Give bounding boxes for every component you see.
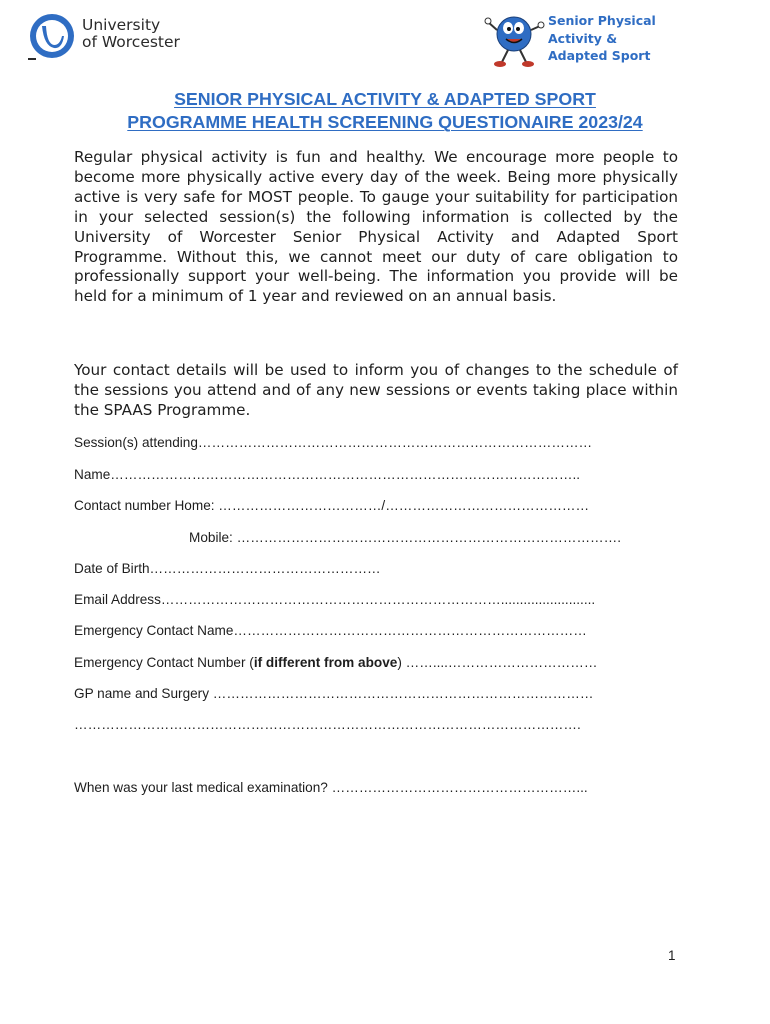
- emergency-contact-name-field[interactable]: Emergency Contact Name……………………………………………………………………: [74, 623, 587, 638]
- emergency-contact-number-field[interactable]: [74, 655, 597, 670]
- spaas-logo: [484, 8, 684, 70]
- email-field[interactable]: Email Address………………………………………………………………….........................: [74, 592, 596, 607]
- emergency-number-line: ) ……....……………………………: [397, 655, 598, 670]
- contact-paragraph: Your contact details will be used to inform you of changes to the schedule of the sessions you attend and of any new sessions or events taking place within the SPAAS Programme.: [74, 361, 678, 419]
- emergency-number-prefix: Emergency Contact Number (: [74, 655, 254, 670]
- gp-field[interactable]: GP name and Surgery …………………………………………………………………………: [74, 686, 594, 701]
- page-number: 1: [668, 948, 676, 963]
- gp-continuation-line[interactable]: ………………………………………………………………………………………………….: [74, 717, 581, 732]
- university-logo-text: [82, 17, 180, 51]
- ball-mascot-icon: [484, 8, 546, 70]
- name-field[interactable]: Name…………………………………………………………………………………………..: [74, 467, 581, 482]
- university-logo-line1: University: [82, 16, 161, 34]
- contact-mobile-field[interactable]: Mobile: ………………………………………………………………………….: [189, 530, 621, 545]
- document-title-line2: PROGRAMME HEALTH SCREENING QUESTIONAIRE 2023/24: [127, 112, 643, 132]
- sessions-field[interactable]: Session(s) attending……………………………………………………………………………: [74, 435, 593, 450]
- university-logo: [28, 12, 198, 64]
- university-crest-icon: [28, 12, 80, 64]
- intro-paragraph: Regular physical activity is fun and healthy. We encourage more people to become more physically active every day of the week. Being more physically active is very safe for MOST people. To gauge your suitability for participation in your selected session(s) the following information is collected by the University of Worcester Senior Physical Activity and Adapted Sport Programme. Without this, we cannot meet our duty of care obligation to professionally support your well-being. The information you provide will be held for a minimum of 1 year and reviewed on an annual basis.: [74, 148, 678, 306]
- emergency-number-note: if different from above: [253, 655, 398, 670]
- contact-home-field[interactable]: Contact number Home: ………………………………/………………………………………: [74, 498, 590, 513]
- document-title-line1: SENIOR PHYSICAL ACTIVITY & ADAPTED SPORT: [174, 89, 596, 109]
- document-title: [60, 88, 710, 134]
- dob-field[interactable]: Date of Birth……………………………………………: [74, 561, 381, 576]
- medical-exam-field[interactable]: When was your last medical examination? ………………………………………………...: [74, 780, 588, 795]
- spaas-logo-text: Senior Physical Activity & Adapted Sport: [548, 13, 656, 63]
- university-logo-line2: of Worcester: [82, 33, 180, 51]
